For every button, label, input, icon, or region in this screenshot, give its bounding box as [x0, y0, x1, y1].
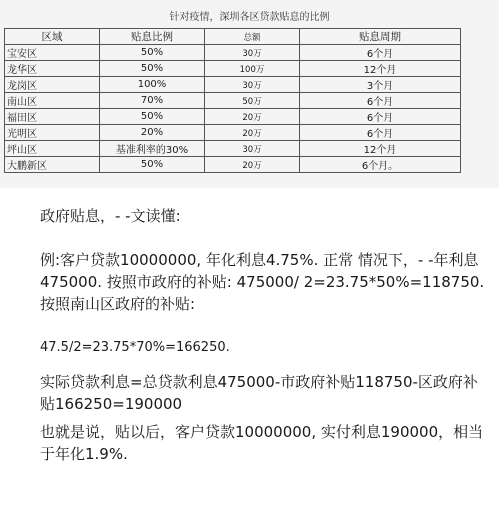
- cell-ratio: 50%: [100, 109, 205, 125]
- cell-total: 30万: [205, 141, 300, 157]
- cell-region: 龙岗区: [5, 77, 100, 93]
- cell-region: 大鹏新区: [5, 157, 100, 173]
- cell-region: 坪山区: [5, 141, 100, 157]
- article-body: [40, 205, 490, 465]
- cell-ratio: 50%: [100, 61, 205, 77]
- subsidy-table-section: [0, 0, 499, 188]
- cell-period: 6个月: [300, 45, 461, 61]
- table-row: [5, 109, 461, 125]
- cell-period: 6个月: [300, 109, 461, 125]
- cell-total: 20万: [205, 109, 300, 125]
- cell-ratio: 基准利率的30%: [100, 141, 205, 157]
- cell-total: 100万: [205, 61, 300, 77]
- cell-ratio: 50%: [100, 45, 205, 61]
- table-row: [5, 93, 461, 109]
- cell-region: 宝安区: [5, 45, 100, 61]
- header-period: 贴息周期: [300, 29, 461, 45]
- cell-total: 30万: [205, 77, 300, 93]
- header-region: 区域: [5, 29, 100, 45]
- cell-total: 20万: [205, 157, 300, 173]
- header-total: 总额: [205, 29, 300, 45]
- cell-period: 6个月: [300, 125, 461, 141]
- table-row: [5, 61, 461, 77]
- table-title: 针对疫情，深圳各区贷款贴息的比例: [169, 12, 330, 23]
- cell-period: 6个月: [300, 93, 461, 109]
- cell-period: 3个月: [300, 77, 461, 93]
- cell-period: 12个月: [300, 141, 461, 157]
- cell-total: 50万: [205, 93, 300, 109]
- example-paragraph: 例:客户贷款10000000, 年化利息4.75%. 正常 情况下，- -年利息475000. 按照市政府的补贴: 475000/ 2=23.75*50%=118750. 按照南山区政府的补贴:: [40, 251, 485, 313]
- conclusion-paragraph: 也就是说，贴以后，客户贷款10000000, 实付利息190000，相当于年化1.9%.: [40, 423, 484, 463]
- table-row: [5, 45, 461, 61]
- subsidy-table: [4, 28, 461, 173]
- table-row: [5, 77, 461, 93]
- cell-region: 光明区: [5, 125, 100, 141]
- cell-ratio: 50%: [100, 157, 205, 173]
- cell-region: 南山区: [5, 93, 100, 109]
- header-ratio: 贴息比例: [100, 29, 205, 45]
- table-row: [5, 125, 461, 141]
- article-heading: 政府贴息，- -文读懂:: [40, 207, 181, 225]
- cell-period: 12个月: [300, 61, 461, 77]
- cell-total: 20万: [205, 125, 300, 141]
- table-row: [5, 141, 461, 157]
- cell-region: 福田区: [5, 109, 100, 125]
- cell-ratio: 20%: [100, 125, 205, 141]
- table-row: [5, 157, 461, 173]
- district-formula: 47.5/2=23.75*70%=166250.: [40, 340, 230, 355]
- cell-region: 龙华区: [5, 61, 100, 77]
- cell-total: 30万: [205, 45, 300, 61]
- cell-period: 6个月。: [300, 157, 461, 173]
- actual-interest-paragraph: 实际贷款利息=总贷款利息475000-市政府补贴118750-区政府补贴166250=190000: [40, 373, 478, 413]
- cell-ratio: 100%: [100, 77, 205, 93]
- table-header-row: [5, 29, 461, 45]
- cell-ratio: 70%: [100, 93, 205, 109]
